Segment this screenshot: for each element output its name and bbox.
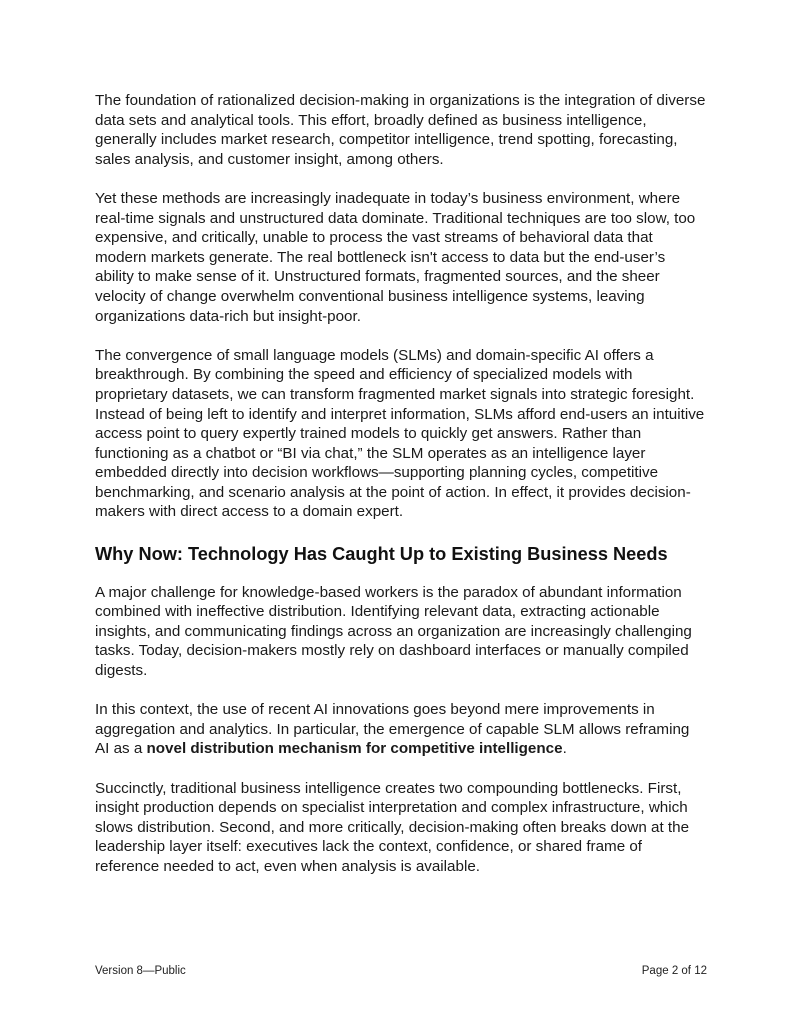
paragraph-slm-convergence: The convergence of small language models (SLMs) and domain-specific AI offers a breakthrough. By combining the speed and efficiency of specialized models with proprietary datasets, we can transform fragmented market signals into strategic foresight. Instead of being left to identify and interpret information, SLMs afford end-users an intuitive access point to query expertly trained models to quickly get answers. Rather than functioning as a chatbot or “BI via chat,” the SLM operates as an intelligence layer embedded directly into decision workflows—supporting planning cycles, competitive benchmarking, and scenario analysis at the point of action. In effect, it provides decision-makers with direct access to a domain expert. <box>95 346 705 521</box>
page-footer <box>95 965 707 977</box>
version-label: Version 8—Public <box>95 965 186 977</box>
page-number: Page 2 of 12 <box>641 965 707 977</box>
bold-emphasis: novel distribution mechanism for competitive intelligence <box>146 740 563 758</box>
paragraph-ai-innovations <box>95 700 707 759</box>
document-body <box>95 91 707 896</box>
paragraph-intro: The foundation of rationalized decision-making in organizations is the integration of diverse data sets and analytical tools. This effort, broadly defined as business intelligence, generally includes market research, competitor intelligence, trend spotting, forecasting, sales analysis, and customer insight, among others. <box>95 92 706 168</box>
paragraph-challenge: A major challenge for knowledge-based workers is the paradox of abundant information combined with ineffective distribution. Identifying relevant data, extracting actionable insights, and communicating findings across an organization are increasingly challenging tasks. Today, decision-makers mostly rely on dashboard interfaces or manually compiled digests. <box>95 583 692 680</box>
text-segment: In this context, the use of recent AI innovations goes beyond mere improvements in aggregation and analytics. In particular, the emergence of capable SLM allows reframing AI as a <box>95 701 690 758</box>
paragraph-bottlenecks: Succinctly, traditional business intelligence creates two compounding bottlenecks. First, insight production depends on specialist interpretation and complex infrastructure, which slows distribution. Second, and more critically, decision-making often breaks down at the leadership layer itself: executives lack the context, confidence, or shared frame of reference needed to act, even when analysis is available. <box>95 779 690 875</box>
paragraph-inadequate-methods: Yet these methods are increasingly inadequate in today’s business environment, where real-time signals and unstructured data dominate. Traditional techniques are too slow, too expensive, and critically, unable to process the vast streams of behavioral data that modern markets generate. The real bottleneck isn't access to data but the end-user’s ability to make sense of it. Unstructured formats, fragmented sources, and the sheer velocity of change overwhelm conventional business intelligence systems, leaving organizations data-rich but insight-poor. <box>95 189 696 325</box>
section-heading: Why Now: Technology Has Caught Up to Existing Business Needs <box>95 543 668 564</box>
text-segment-end: . <box>562 740 567 758</box>
